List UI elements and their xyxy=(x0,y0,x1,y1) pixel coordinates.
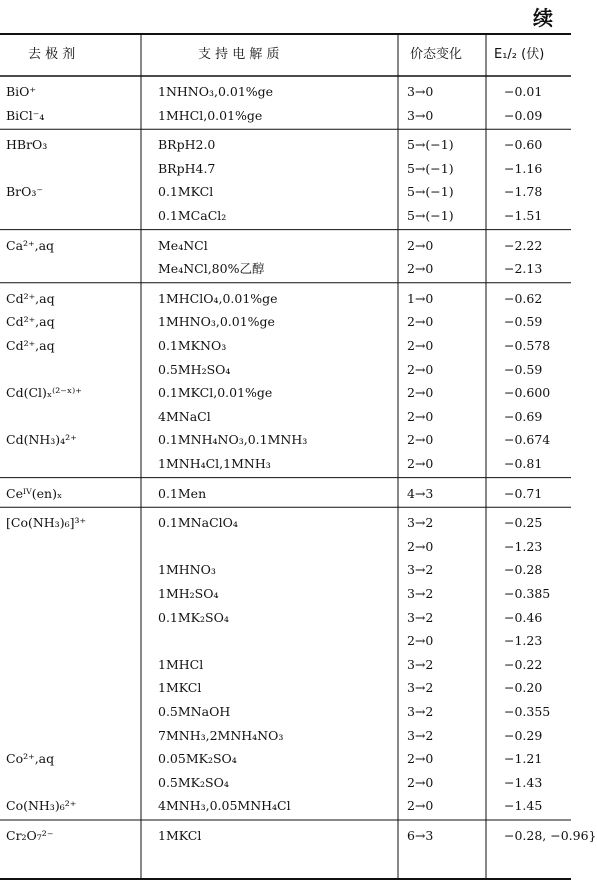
table-cell-c3: 5→(−1) xyxy=(407,208,454,223)
table-cell-c3: 2→0 xyxy=(407,261,434,277)
table-cell-c2: 0.1MKCl,0.01%ge xyxy=(158,385,273,401)
table-cell-c3: 3→2 xyxy=(407,727,434,743)
table-cell-c2: 4MNaCl xyxy=(158,408,211,424)
table-cell-c4: −0.01 xyxy=(504,84,543,99)
electrolyte-table xyxy=(0,34,597,880)
table-cell-c2: 0.5MH₂SO₄ xyxy=(158,361,231,377)
table-rules xyxy=(0,34,571,880)
table-cell-c3: 2→0 xyxy=(407,774,434,790)
continued-label: 续 xyxy=(533,6,553,30)
table-cell-c2: 0.05MK₂SO₄ xyxy=(158,751,237,767)
table-cell-c4: −1.23 xyxy=(504,538,543,554)
table-cell-c4: −0.59 xyxy=(504,361,543,377)
table-cell-c3: 1→0 xyxy=(407,290,434,306)
table-cell-c3: 2→0 xyxy=(407,633,434,649)
table-cell-c2: 1MH₂SO₄ xyxy=(158,586,219,601)
table-cell-c4: −0.674 xyxy=(504,432,551,448)
table-cell-c3: 2→0 xyxy=(407,538,434,554)
table-cell-c1: Cr₂O₇²⁻ xyxy=(6,828,54,843)
table-cell-c4: −1.51 xyxy=(504,208,543,223)
table-cell-c2: BRpH4.7 xyxy=(158,160,216,176)
table-cell-c3: 2→0 xyxy=(407,314,434,330)
table-cell-c1: Cd(Cl)ₓ⁽²⁻ˣ⁾⁺ xyxy=(6,385,82,401)
table-cell-c4: −0.28 xyxy=(504,562,543,578)
table-cell-c4: −1.23 xyxy=(504,633,543,649)
table-cell-c2: 0.1MKNO₃ xyxy=(158,338,227,353)
table-cell-c4: −0.355 xyxy=(504,704,551,719)
table-cell-c1: Cd²⁺,aq xyxy=(6,290,55,306)
table-cell-c4: −0.22 xyxy=(504,656,543,672)
table-cell-c1: BiO⁺ xyxy=(6,84,37,99)
table-cell-c4: −1.43 xyxy=(504,774,543,790)
table-cell-c3: 3→2 xyxy=(407,586,434,601)
table-cell-c1: HBrO₃ xyxy=(6,137,48,153)
table-cell-c3: 2→0 xyxy=(407,751,434,767)
table-cell-c3: 3→2 xyxy=(407,562,434,578)
table-cell-c2: Me₄NCl xyxy=(158,237,208,253)
table-cell-c2: 0.1MNH₄NO₃,0.1MNH₃ xyxy=(158,432,308,448)
table-cell-c4: −2.22 xyxy=(504,237,543,253)
table-cell-c4: −0.62 xyxy=(504,290,543,306)
table-cell-c4: −2.13 xyxy=(504,261,543,277)
table-cell-c2: 0.1Men xyxy=(158,485,207,501)
header-electrolyte: 支 持 电 解 质 xyxy=(198,47,280,62)
table-cell-c2: 1MKCl xyxy=(158,828,202,843)
header-e-half: E₁/₂ (伏) xyxy=(494,47,545,62)
table-cell-c4: −1.78 xyxy=(504,184,543,200)
table-cell-c2: 1MKCl xyxy=(158,680,202,696)
table-cell-c3: 5→(−1) xyxy=(407,137,454,153)
table-cell-c2: 1MHCl,0.01%ge xyxy=(158,107,263,123)
table-cell-c4: −0.71 xyxy=(504,485,543,501)
table-cell-c4: −0.578 xyxy=(504,338,551,353)
table-cell-c3: 3→2 xyxy=(407,515,434,531)
table-cell-c2: 0.5MK₂SO₄ xyxy=(158,774,229,790)
table-cell-c3: 3→0 xyxy=(407,84,434,99)
table-cell-c4: −1.45 xyxy=(504,798,543,814)
table-cell-c2: 0.1MNaClO₄ xyxy=(158,515,238,531)
table-cell-c4: −0.20 xyxy=(504,680,543,696)
table-cell-c4: −0.59 xyxy=(504,314,543,330)
table-cell-c2: 0.1MCaCl₂ xyxy=(158,208,227,223)
table-cell-c3: 2→0 xyxy=(407,798,434,814)
table-cell-c4: −0.25 xyxy=(504,515,543,531)
table-cell-c1: [Co(NH₃)₆]³⁺ xyxy=(6,515,87,531)
table-cell-c4: −1.16 xyxy=(504,160,543,176)
table-cell-c3: 2→0 xyxy=(407,408,434,424)
table-cell-c2: 1MNH₄Cl,1MNH₃ xyxy=(158,456,271,471)
table-cell-c4: −0.46 xyxy=(504,609,543,625)
table-cell-c3: 5→(−1) xyxy=(407,184,454,200)
table-cell-c3: 3→2 xyxy=(407,609,434,625)
table-cell-c4: −0.600 xyxy=(504,385,551,401)
table-cell-c3: 6→3 xyxy=(407,828,434,843)
table-cell-c4: −0.385 xyxy=(504,586,551,601)
table-cell-c3: 2→0 xyxy=(407,237,434,253)
table-cell-c3: 2→0 xyxy=(407,338,434,353)
table-cell-c4: −0.69 xyxy=(504,408,543,424)
table-cell-c1: Cd²⁺,aq xyxy=(6,314,55,330)
table-cell-c1: BiCl⁻₄ xyxy=(6,107,45,123)
table-cell-c1: Cd²⁺,aq xyxy=(6,338,55,353)
table-cell-c2: 1MHNO₃,0.01%ge xyxy=(158,314,275,330)
table-cell-c2: 7MNH₃,2MNH₄NO₃ xyxy=(158,727,284,743)
table-cell-c3: 2→0 xyxy=(407,432,434,448)
table-cell-c2: BRpH2.0 xyxy=(158,137,216,153)
table-cell-c1: BrO₃⁻ xyxy=(6,184,44,200)
table-cell-c3: 5→(−1) xyxy=(407,160,454,176)
table-cell-c2: 1MHCl xyxy=(158,656,204,672)
table-cell-c2: 1NHNO₃,0.01%ge xyxy=(158,84,274,99)
table-cell-c1: Co²⁺,aq xyxy=(6,751,55,767)
table-cell-c4: −0.29 xyxy=(504,727,543,743)
table-cell-c4: −0.81 xyxy=(504,456,543,471)
table-cell-c1: Ceᴵⱽ(en)ₓ xyxy=(6,485,63,501)
table-cell-c2: 0.5MNaOH xyxy=(158,704,231,719)
table-cell-c2: 0.1MKCl xyxy=(158,184,214,200)
table-cell-c2: 4MNH₃,0.05MNH₄Cl xyxy=(158,798,291,814)
table-cell-c1: Co(NH₃)₆²⁺ xyxy=(6,798,77,814)
table-cell-c3: 3→2 xyxy=(407,680,434,696)
table-cell-c3: 2→0 xyxy=(407,456,434,471)
header-depolarizer: 去 极 剂 xyxy=(28,47,76,62)
table-cell-c2: Me₄NCl,80%乙醇 xyxy=(158,261,265,277)
table-cell-c3: 4→3 xyxy=(407,485,434,501)
table-cell-c4: −0.09 xyxy=(504,107,543,123)
table-cell-c3: 2→0 xyxy=(407,361,434,377)
table-cell-c1: Cd(NH₃)₄²⁺ xyxy=(6,432,77,448)
table-cell-c2: 0.1MK₂SO₄ xyxy=(158,609,229,625)
table-cell-c1: Ca²⁺,aq xyxy=(6,237,55,253)
table-cell-c3: 3→2 xyxy=(407,704,434,719)
table-cell-c2: 1MHNO₃ xyxy=(158,562,216,578)
table-cell-c4: −0.60 xyxy=(504,137,543,153)
table-cell-c3: 3→2 xyxy=(407,656,434,672)
table-cell-c4: −1.21 xyxy=(504,751,543,767)
table-cell-c4: −0.28, −0.96} xyxy=(504,828,597,843)
header-valence: 价态变化 xyxy=(410,47,463,62)
table-cell-c2: 1MHClO₄,0.01%ge xyxy=(158,290,278,306)
table-cell-c3: 2→0 xyxy=(407,385,434,401)
table-cell-c3: 3→0 xyxy=(407,107,434,123)
